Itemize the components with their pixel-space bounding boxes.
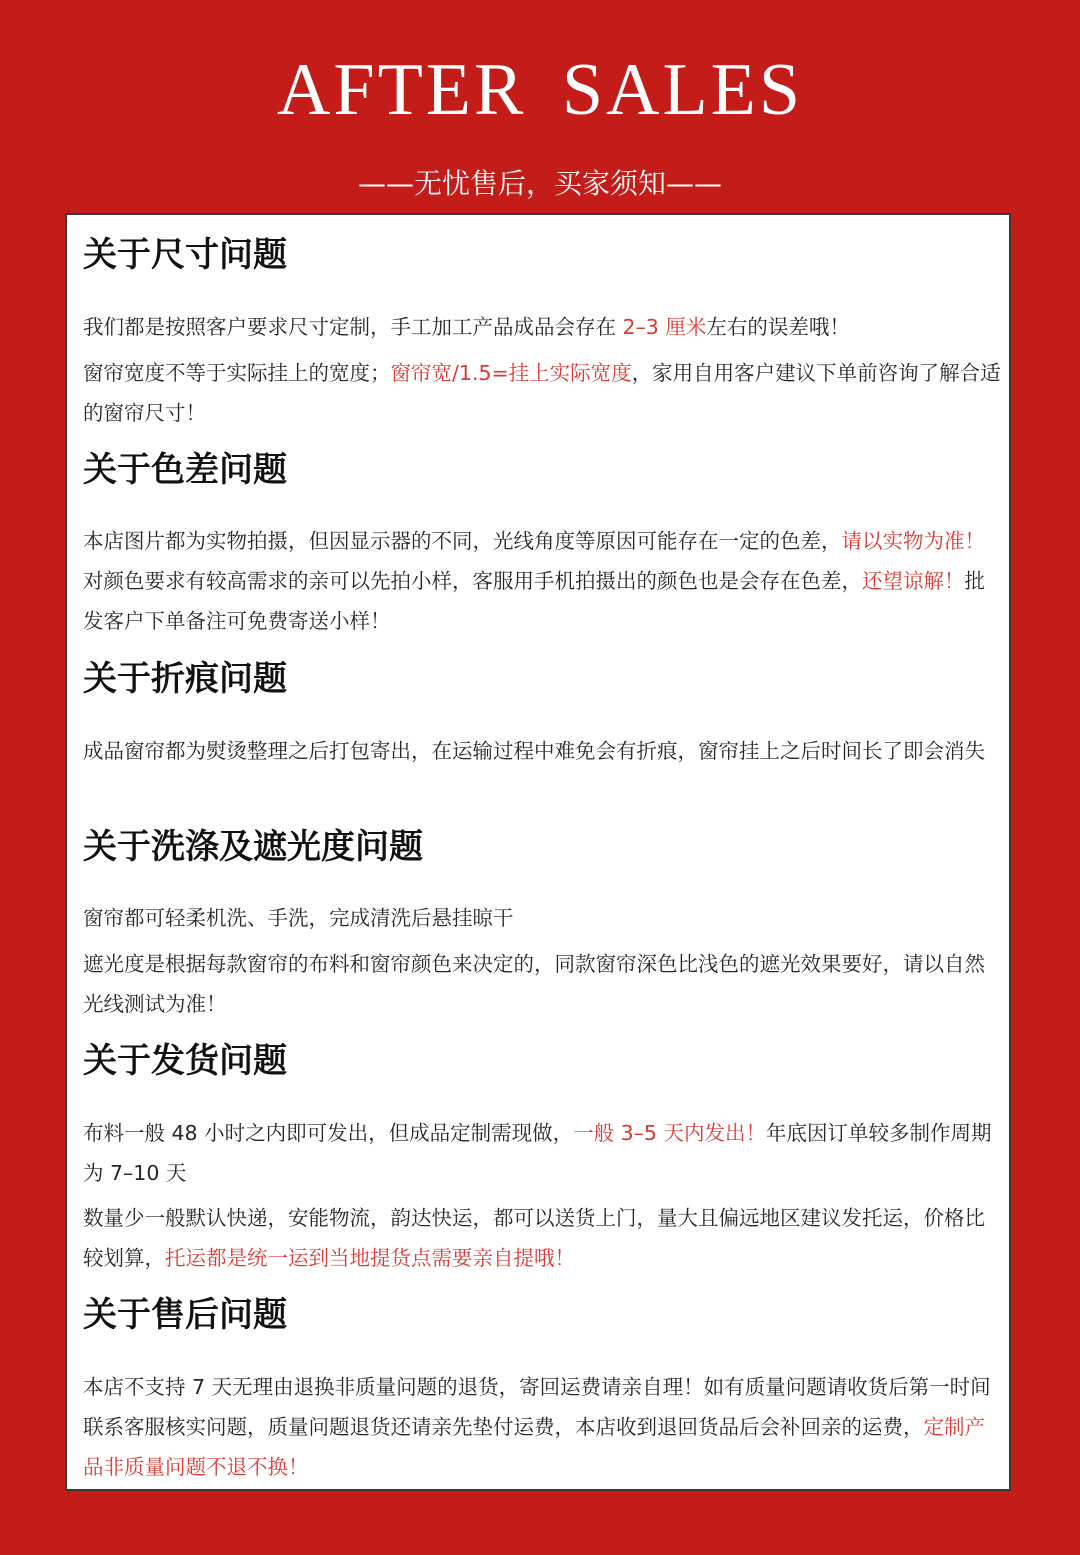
highlight-text: 2–3 厘米	[622, 315, 707, 339]
text-segment: 成品窗帘都为熨烫整理之后打包寄出，在运输过程中难免会有折痕，窗帘挂上之后时间长了即会消失	[83, 739, 985, 763]
text-segment: 我们都是按照客户要求尺寸定制，手工加工产品成品会存在	[83, 315, 623, 339]
highlight-text: 请以实物为准！	[841, 529, 985, 553]
section-color-paragraph-1	[83, 521, 1001, 641]
text-segment: ，家用自用客户建议下单前咨询了解合适的窗帘尺寸！	[83, 361, 1001, 425]
text-segment: 对颜色要求有较高需求的亲可以先拍小样，客服用手机拍摄出的颜色也是会存在色差，	[83, 569, 862, 593]
section-heading-color: 关于色差问题	[83, 450, 287, 490]
section-heading-size: 关于尺寸问题	[83, 235, 287, 275]
text-segment: 布料一般 48 小时之内即可发出，但成品定制需现做，	[83, 1121, 574, 1145]
text-segment: 数量少一般默认快递，安能物流，韵达快运，都可以送货上门，量大且偏远地区建议发托运，价格比较划算，	[83, 1206, 985, 1270]
text-segment: 本店不支持 7 天无理由退换非质量问题的退货，寄回运费请亲自理！如有质量问题请收货后第一时间联系客服核实问题，质量问题退货还请亲先垫付运费，本店收到退回货品后会补回亲的运费，	[83, 1375, 991, 1439]
section-size-paragraph-2	[83, 353, 1001, 433]
section-heading-crease: 关于折痕问题	[83, 659, 287, 699]
section-heading-washing: 关于洗涤及遮光度问题	[83, 827, 423, 867]
highlight-text: 托运都是统一运到当地提货点需要亲自提哦！	[165, 1246, 575, 1270]
highlight-text: 定制产品非质量问题不退不换！	[83, 1415, 985, 1479]
text-segment: 年底因订单较多制作周期为 7–10 天	[83, 1121, 992, 1185]
section-washing-paragraph-1	[83, 898, 1001, 938]
highlight-text: 还望谅解！	[862, 569, 965, 593]
notice-panel	[65, 213, 1011, 1491]
page-subtitle: ——无忧售后，买家须知——	[357, 167, 722, 200]
text-segment: 批发客户下单备注可免费寄送小样！	[83, 569, 985, 633]
text-segment: 窗帘宽度不等于实际挂上的宽度；	[83, 361, 391, 385]
text-segment: 窗帘都可轻柔机洗、手洗，完成清洗后悬挂晾干	[83, 906, 514, 930]
section-shipping-paragraph-2	[83, 1198, 1001, 1278]
text-segment: 左右的误差哦！	[706, 315, 850, 339]
section-crease-paragraph-1	[83, 731, 1001, 771]
section-heading-aftersales: 关于售后问题	[83, 1295, 287, 1335]
section-washing-paragraph-2	[83, 944, 1001, 1024]
section-size-paragraph-1	[83, 307, 1001, 347]
page-title: AFTER SALES	[276, 49, 803, 131]
section-aftersales-paragraph-1	[83, 1367, 1001, 1487]
section-shipping-paragraph-1	[83, 1113, 1001, 1193]
section-heading-shipping: 关于发货问题	[83, 1041, 287, 1081]
highlight-text: 一般 3–5 天内发出！	[573, 1121, 766, 1145]
text-segment: 遮光度是根据每款窗帘的布料和窗帘颜色来决定的，同款窗帘深色比浅色的遮光效果要好，请以自然光线测试为准！	[83, 952, 985, 1016]
text-segment: 本店图片都为实物拍摄，但因显示器的不同，光线角度等原因可能存在一定的色差，	[83, 529, 842, 553]
highlight-text: 窗帘宽/1.5=挂上实际宽度	[390, 361, 632, 385]
